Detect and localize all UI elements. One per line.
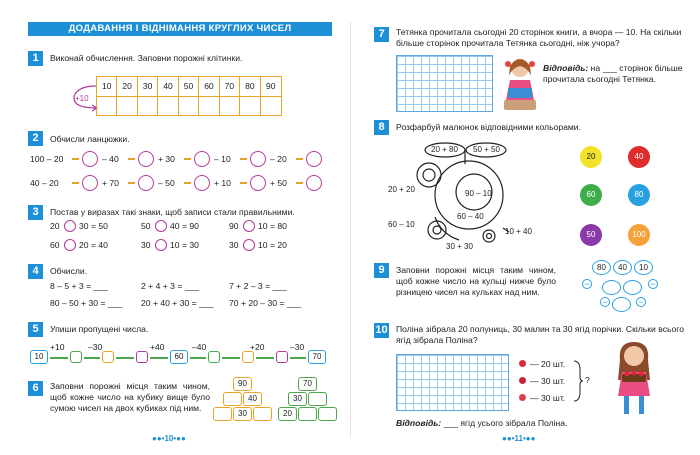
answer-circle[interactable] bbox=[306, 151, 322, 167]
answer-text: на ___ сторінок більше прочитала сьогодні Тетянка. bbox=[543, 63, 683, 84]
task-number: 6 bbox=[28, 381, 43, 396]
expression: 80 – 50 + 30 = ___ bbox=[50, 298, 123, 308]
answer-circle[interactable] bbox=[82, 151, 98, 167]
page-number: ●●•10•●● bbox=[152, 434, 186, 443]
squared-grid bbox=[396, 354, 509, 411]
answer-circle[interactable] bbox=[194, 151, 210, 167]
answer-circle[interactable] bbox=[82, 175, 98, 191]
shape-label: 60 – 10 bbox=[388, 220, 415, 229]
table-cell: 70 bbox=[220, 77, 240, 97]
task-number: 3 bbox=[28, 205, 43, 220]
sign-circle[interactable] bbox=[155, 220, 167, 232]
expression-number: 30 bbox=[229, 240, 239, 250]
minus-icon: − bbox=[582, 279, 592, 289]
task-text: Обчисли. bbox=[50, 266, 88, 276]
arrow-icon bbox=[222, 357, 240, 359]
empty-cube[interactable] bbox=[308, 392, 327, 406]
task-number: 9 bbox=[374, 263, 389, 278]
chain-operation: 40 – 20 bbox=[30, 178, 59, 188]
arrow-icon bbox=[184, 182, 191, 184]
task-text: Обчисли ланцюжки. bbox=[50, 134, 130, 144]
answer-label: Відповідь: bbox=[543, 63, 589, 73]
shape-label: 20 + 20 bbox=[388, 185, 415, 194]
number-box: 70 bbox=[308, 350, 326, 364]
expression: 7 + 2 – 3 = ___ bbox=[229, 281, 287, 291]
arrow-icon bbox=[184, 158, 191, 160]
arrow-icon bbox=[150, 357, 168, 359]
shape-label: 10 + 40 bbox=[505, 227, 532, 236]
arrow-icon bbox=[128, 158, 135, 160]
expression-number: 60 bbox=[50, 240, 60, 250]
pyramid-cube: 70 bbox=[298, 377, 317, 391]
task-text: Поліна зібрала 20 полуниць, 30 малин та 30 ягід порічки. Скільки всього ягід зібрала Поліна? bbox=[396, 324, 684, 345]
table-cell: 10 bbox=[97, 77, 117, 97]
expression-rest: 10 = 30 bbox=[170, 240, 199, 250]
answer-circle[interactable] bbox=[138, 151, 154, 167]
table-cell: 50 bbox=[179, 77, 199, 97]
answer-line bbox=[396, 418, 567, 429]
empty-cell[interactable] bbox=[158, 97, 178, 115]
empty-ball[interactable] bbox=[602, 280, 621, 295]
girl-reading-icon bbox=[500, 54, 540, 112]
step-label: +10 bbox=[50, 342, 65, 352]
shape-label: 60 – 40 bbox=[457, 212, 484, 221]
sign-circle[interactable] bbox=[64, 239, 76, 251]
expression-number: 90 bbox=[229, 221, 239, 231]
number-table bbox=[96, 76, 282, 116]
answer-circle[interactable] bbox=[138, 175, 154, 191]
arrow-icon bbox=[190, 357, 206, 359]
arrow-icon bbox=[240, 182, 247, 184]
shape-label: 90 – 10 bbox=[465, 189, 492, 198]
empty-box[interactable] bbox=[102, 351, 114, 363]
empty-cube[interactable] bbox=[223, 392, 242, 406]
color-dot: 80 bbox=[628, 184, 650, 206]
top-ball: 40 bbox=[613, 260, 632, 275]
arrow-icon bbox=[296, 182, 303, 184]
expression-number: 30 bbox=[141, 240, 151, 250]
table-cell: 30 bbox=[138, 77, 158, 97]
empty-box[interactable] bbox=[136, 351, 148, 363]
pyramid-cube: 30 bbox=[233, 407, 252, 421]
expression: 2 + 4 + 3 = ___ bbox=[141, 281, 200, 291]
expression-rest: 40 = 90 bbox=[170, 221, 199, 231]
arrow-icon bbox=[72, 182, 79, 184]
arrow-icon bbox=[296, 158, 303, 160]
empty-cube[interactable] bbox=[213, 407, 232, 421]
minus-icon: − bbox=[636, 297, 646, 307]
page-title: ДОДАВАННЯ І ВІДНІМАННЯ КРУГЛИХ ЧИСЕЛ bbox=[28, 22, 332, 36]
number-box: 10 bbox=[30, 350, 48, 364]
expression: 70 + 20 – 30 = ___ bbox=[229, 298, 302, 308]
top-ball: 10 bbox=[634, 260, 653, 275]
brace-icon bbox=[572, 360, 584, 402]
task-number: 5 bbox=[28, 322, 43, 337]
step-label: +40 bbox=[150, 342, 165, 352]
empty-box[interactable] bbox=[276, 351, 288, 363]
berry-count: — 30 шт. bbox=[530, 393, 566, 403]
step-label: +20 bbox=[250, 342, 265, 352]
color-dot: 20 bbox=[580, 146, 602, 168]
shape-label: 50 + 50 bbox=[473, 145, 500, 154]
shape-label: 20 + 80 bbox=[431, 145, 458, 154]
raspberry-icon bbox=[519, 377, 526, 384]
plus-ten-label: +10 bbox=[75, 94, 89, 103]
chain-operation: + 10 bbox=[214, 178, 231, 188]
chain-operation: – 20 bbox=[270, 154, 287, 164]
expression: 8 – 5 + 3 = ___ bbox=[50, 281, 108, 291]
empty-cell[interactable] bbox=[261, 97, 281, 115]
empty-box[interactable] bbox=[70, 351, 82, 363]
task-number: 7 bbox=[374, 27, 389, 42]
minus-icon: − bbox=[648, 279, 658, 289]
color-dot: 50 bbox=[580, 224, 602, 246]
pyramid-cube: 90 bbox=[233, 377, 252, 391]
arrow-icon bbox=[240, 158, 247, 160]
color-dot: 60 bbox=[580, 184, 602, 206]
snail-drawing bbox=[383, 138, 533, 256]
girl-with-basket-icon bbox=[612, 340, 656, 418]
task-number: 8 bbox=[374, 120, 389, 135]
table-cell: 60 bbox=[199, 77, 219, 97]
expression-rest: 10 = 20 bbox=[258, 240, 287, 250]
task-text: Упиши пропущені числа. bbox=[50, 324, 149, 334]
empty-cell[interactable] bbox=[240, 97, 260, 115]
step-label: –40 bbox=[192, 342, 207, 352]
color-dot: 40 bbox=[628, 146, 650, 168]
question-mark: ? bbox=[585, 375, 590, 385]
step-label: –30 bbox=[290, 342, 305, 352]
pyramid-cube: 30 bbox=[288, 392, 307, 406]
empty-box[interactable] bbox=[208, 351, 220, 363]
expression-number: 50 bbox=[141, 221, 151, 231]
step-label: –30 bbox=[88, 342, 103, 352]
chain-operation: + 30 bbox=[158, 154, 175, 164]
expression-rest: 10 = 80 bbox=[258, 221, 287, 231]
empty-cell[interactable] bbox=[138, 97, 158, 115]
chain-operation: 100 – 20 bbox=[30, 154, 64, 164]
empty-ball[interactable] bbox=[623, 280, 642, 295]
empty-cube[interactable] bbox=[298, 407, 317, 421]
answer-circle[interactable] bbox=[250, 175, 266, 191]
minus-icon: − bbox=[600, 297, 610, 307]
chain-operation: + 50 bbox=[270, 178, 287, 188]
shape-label: 30 + 30 bbox=[446, 242, 473, 251]
task-number: 4 bbox=[28, 264, 43, 279]
arrow-icon bbox=[72, 158, 79, 160]
task-number: 2 bbox=[28, 131, 43, 146]
expression-rest: 30 = 50 bbox=[79, 221, 108, 231]
number-box: 60 bbox=[170, 350, 188, 364]
task-text: Тетянка прочитала сьогодні 20 сторінок книги, а вчора — 10. На скільки більше сторінок прочитала Тетянка сьогодні, ніж учора? bbox=[396, 27, 682, 48]
task-text: Заповни порожні місця таким чином, щоб кожне число на кульці нижче було різницею чисел на кульках над ним. bbox=[396, 265, 556, 297]
sign-circle[interactable] bbox=[64, 220, 76, 232]
currant-icon bbox=[519, 394, 526, 401]
strawberry-icon bbox=[519, 360, 526, 367]
task-text: Заповни порожні місця таким чином, щоб кожне число на кубику вище було сумою чисел на двох кубиках під ним. bbox=[50, 381, 210, 413]
answer-label: Відповідь: bbox=[396, 418, 442, 428]
empty-cell[interactable] bbox=[97, 97, 117, 115]
arrow-icon bbox=[50, 357, 68, 359]
page-divider bbox=[350, 22, 351, 437]
pyramid-cube: 20 bbox=[278, 407, 297, 421]
expression-rest: 20 = 40 bbox=[79, 240, 108, 250]
empty-cell[interactable] bbox=[117, 97, 137, 115]
task-text: Постав у виразах такі знаки, щоб записи стали правильними. bbox=[50, 207, 295, 217]
chain-operation: – 10 bbox=[214, 154, 231, 164]
chain-operation: – 40 bbox=[102, 154, 119, 164]
chain-operation: – 50 bbox=[158, 178, 175, 188]
color-dot: 100 bbox=[628, 224, 650, 246]
page-number: ●●•11•●● bbox=[502, 434, 536, 443]
table-cell: 90 bbox=[261, 77, 281, 97]
empty-cell[interactable] bbox=[199, 97, 219, 115]
empty-ball[interactable] bbox=[612, 297, 631, 312]
sign-circle[interactable] bbox=[155, 239, 167, 251]
empty-cell[interactable] bbox=[179, 97, 199, 115]
task-text: Виконай обчислення. Заповни порожні клітинки. bbox=[50, 53, 243, 63]
arrow-icon bbox=[290, 357, 306, 359]
answer-line bbox=[543, 63, 683, 85]
chain-operation: + 70 bbox=[102, 178, 119, 188]
arrow-icon bbox=[128, 182, 135, 184]
berry-count: — 30 шт. bbox=[530, 376, 566, 386]
empty-cell[interactable] bbox=[220, 97, 240, 115]
arrow-icon bbox=[84, 357, 100, 359]
expression: 20 + 40 + 30 = ___ bbox=[141, 298, 214, 308]
berry-count: — 20 шт. bbox=[530, 359, 566, 369]
task-number: 1 bbox=[28, 51, 43, 66]
table-cell: 20 bbox=[117, 77, 137, 97]
answer-circle[interactable] bbox=[250, 151, 266, 167]
sign-circle[interactable] bbox=[243, 220, 255, 232]
squared-grid bbox=[396, 55, 493, 112]
answer-circle[interactable] bbox=[194, 175, 210, 191]
top-ball: 80 bbox=[592, 260, 611, 275]
sign-circle[interactable] bbox=[243, 239, 255, 251]
answer-text: ___ ягід усього зібрала Поліна. bbox=[443, 418, 568, 428]
answer-circle[interactable] bbox=[306, 175, 322, 191]
expression-number: 20 bbox=[50, 221, 60, 231]
task-text: Розфарбуй малюнок відповідними кольорами. bbox=[396, 122, 581, 132]
table-cell: 80 bbox=[240, 77, 260, 97]
arrow-icon bbox=[256, 357, 274, 359]
arrow-icon bbox=[116, 357, 134, 359]
task-number: 10 bbox=[375, 324, 388, 336]
empty-cube[interactable] bbox=[253, 407, 272, 421]
table-cell: 40 bbox=[158, 77, 178, 97]
pyramid-cube: 40 bbox=[243, 392, 262, 406]
empty-cube[interactable] bbox=[318, 407, 337, 421]
